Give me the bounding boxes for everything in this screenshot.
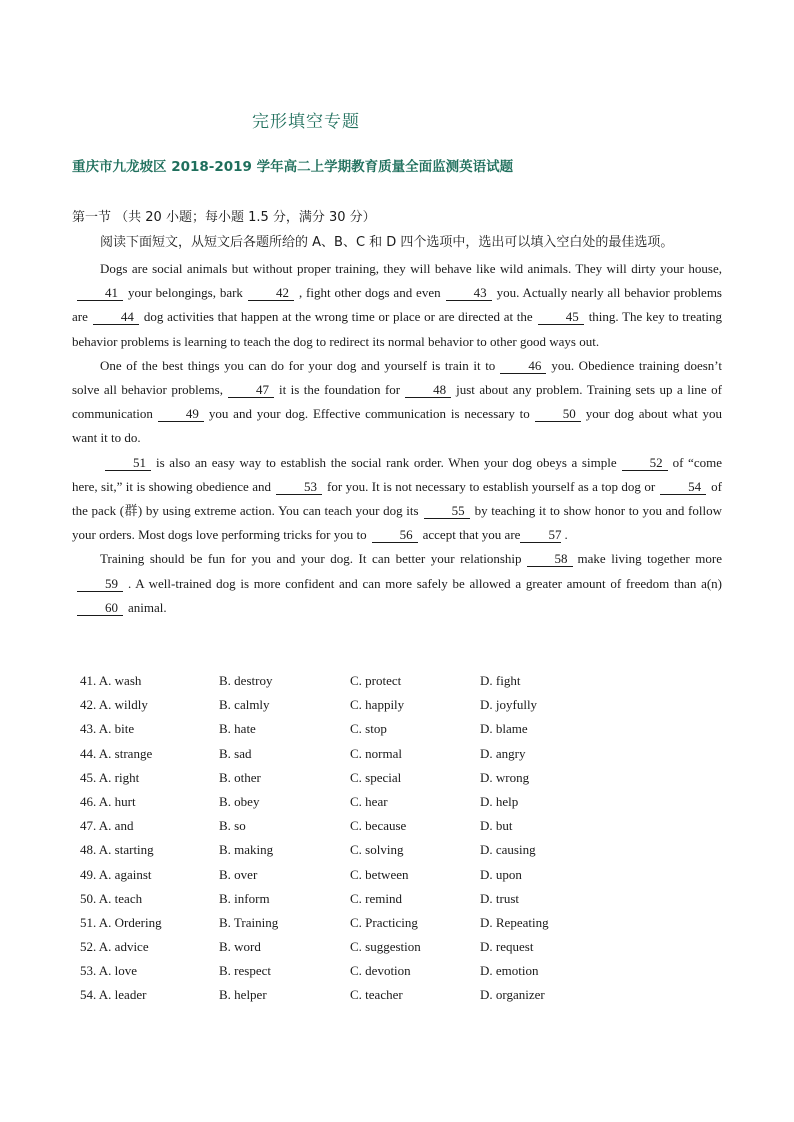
blank-47: 47 bbox=[228, 382, 274, 398]
option-c: C. devotion bbox=[350, 963, 411, 979]
option-a: 41. A. wash bbox=[80, 673, 142, 688]
option-d: D. blame bbox=[480, 721, 528, 737]
blank-58: 58 bbox=[527, 551, 573, 567]
option-b: B. hate bbox=[219, 721, 256, 737]
question-53 bbox=[80, 961, 680, 985]
blank-53: 53 bbox=[276, 479, 322, 495]
option-a: 51. A. Ordering bbox=[80, 914, 162, 930]
blank-50: 50 bbox=[535, 406, 581, 422]
blank-48: 48 bbox=[405, 382, 451, 398]
section-heading: 第一节 （共 20 小题；每小题 1.5 分，满分 30 分） bbox=[72, 210, 376, 225]
option-c: C. between bbox=[350, 866, 409, 882]
option-b: B. making bbox=[219, 842, 274, 858]
option-d: D. but bbox=[480, 818, 513, 834]
blank-52: 52 bbox=[622, 455, 668, 471]
option-b: B. calmly bbox=[219, 697, 270, 713]
option-b: B. other bbox=[219, 769, 261, 785]
blank-60: 60 bbox=[77, 600, 123, 616]
option-a: 43. A. bite bbox=[80, 721, 135, 737]
option-d: D. help bbox=[480, 793, 519, 809]
option-d: D. causing bbox=[480, 842, 536, 858]
blank-43: 43 bbox=[446, 285, 492, 301]
option-c: C. protect bbox=[350, 673, 402, 688]
option-c: C. remind bbox=[350, 890, 402, 906]
option-c: C. special bbox=[350, 769, 402, 785]
option-a: 49. A. against bbox=[80, 866, 152, 882]
option-a: 54. A. leader bbox=[80, 987, 147, 1003]
option-d: D. joyfully bbox=[480, 697, 538, 713]
option-a: 42. A. wildly bbox=[80, 697, 148, 713]
option-d: D. wrong bbox=[480, 769, 530, 785]
blank-59: 59 bbox=[77, 576, 123, 592]
option-a: 44. A. strange bbox=[80, 745, 153, 761]
option-a: 50. A. teach bbox=[80, 890, 143, 906]
option-c: C. normal bbox=[350, 745, 402, 761]
option-c: C. Practicing bbox=[350, 914, 418, 930]
blank-45: 45 bbox=[538, 309, 584, 325]
passage bbox=[72, 257, 722, 620]
blank-51: 51 bbox=[105, 455, 151, 471]
exam-source: 重庆市九龙坡区 2018-2019 学年高二上学期教育质量全面监测英语试题 bbox=[72, 159, 514, 175]
question-49 bbox=[80, 865, 680, 889]
question-41 bbox=[80, 671, 680, 695]
option-c: C. suggestion bbox=[350, 939, 421, 955]
option-c: C. stop bbox=[350, 721, 387, 737]
paragraph-2: One of the best things you can do for your dog and yourself is train it to 46 you. Obedience training doesn’t solve all behavior problems, 47 it is the foundation for 48 just about any problem. Training sets up a line of communication 49 you and your dog. Effective communication is necessary to 50 your dog about what you want it to do. bbox=[72, 357, 722, 446]
question-47 bbox=[80, 816, 680, 840]
question-44 bbox=[80, 744, 680, 768]
option-a: 48. A. starting bbox=[80, 842, 154, 858]
answer-options bbox=[80, 671, 680, 1010]
option-b: B. inform bbox=[219, 890, 270, 906]
option-b: B. so bbox=[219, 818, 246, 834]
option-d: D. organizer bbox=[480, 987, 545, 1003]
option-b: B. obey bbox=[219, 793, 260, 809]
option-c: C. teacher bbox=[350, 987, 403, 1003]
blank-44: 44 bbox=[93, 309, 139, 325]
blank-49: 49 bbox=[158, 406, 204, 422]
option-a: 53. A. love bbox=[80, 963, 138, 979]
instruction: 阅读下面短文，从短文后各题所给的 A、B、C 和 D 四个选项中，选出可以填入空白处的最佳选项。 bbox=[100, 235, 674, 250]
blank-54: 54 bbox=[660, 479, 706, 495]
blank-42: 42 bbox=[248, 285, 294, 301]
option-a: 45. A. right bbox=[80, 769, 140, 785]
paragraph-1: Dogs are social animals but without proper training, they will behave like wild animals. They will dirty your house,41 your belongings, bark 42 , fight other dogs and even 43 you. Actually nearly all behavior problems are 44 dog activities that happen at the wrong time or place or are directed at the 45 thing. The key to treating behavior problems is learning to teach the dog to redirect its normal behavior to other good ways out. bbox=[72, 261, 722, 349]
question-50 bbox=[80, 889, 680, 913]
option-a: 46. A. hurt bbox=[80, 793, 136, 809]
option-d: D. upon bbox=[480, 866, 522, 882]
option-a: 47. A. and bbox=[80, 818, 134, 834]
option-d: D. request bbox=[480, 939, 534, 955]
question-54 bbox=[80, 985, 680, 1009]
option-b: B. helper bbox=[219, 987, 267, 1003]
question-45 bbox=[80, 768, 680, 792]
blank-56: 56 bbox=[372, 527, 418, 543]
blank-55: 55 bbox=[424, 503, 470, 519]
option-b: B. Training bbox=[219, 914, 279, 930]
option-a: 52. A. advice bbox=[80, 939, 149, 955]
option-d: D. fight bbox=[480, 673, 521, 688]
option-c: C. happily bbox=[350, 697, 405, 713]
paragraph-3: 51 is also an easy way to establish the social rank order. When your dog obeys a simple 52 of “come here, sit,” it is showing obedience and 53 for you. It is not necessary to establish yourself as a top dog or 54 of the pack (群) by using extreme action. You can teach your dog its 55 by teaching it to show honor to you and follow your orders. Most dogs love performing tricks for you to 56 accept that you are 57 . bbox=[72, 454, 723, 543]
question-51 bbox=[80, 913, 680, 937]
paragraph-4: Training should be fun for you and your dog. It can better your relationship 58 make living together more59 . A well-trained dog is more confident and can more safely be allowed a greater amount of freedom than a(n)60 animal. bbox=[72, 547, 722, 620]
option-b: B. destroy bbox=[219, 673, 273, 688]
option-b: B. word bbox=[219, 939, 261, 955]
question-52 bbox=[80, 937, 680, 961]
question-42 bbox=[80, 695, 680, 719]
page-title: 完形填空专题 bbox=[252, 112, 360, 132]
option-b: B. over bbox=[219, 866, 258, 882]
option-b: B. sad bbox=[219, 745, 252, 761]
question-48 bbox=[80, 840, 680, 864]
option-d: D. Repeating bbox=[480, 914, 549, 930]
question-43 bbox=[80, 719, 680, 743]
option-c: C. solving bbox=[350, 842, 404, 858]
option-c: C. hear bbox=[350, 793, 388, 809]
blank-57: 57 bbox=[520, 527, 561, 543]
option-d: D. angry bbox=[480, 745, 526, 761]
blank-46: 46 bbox=[500, 358, 546, 374]
blank-41: 41 bbox=[77, 285, 123, 301]
question-46 bbox=[80, 792, 680, 816]
option-d: D. emotion bbox=[480, 963, 539, 979]
option-b: B. respect bbox=[219, 963, 271, 979]
option-d: D. trust bbox=[480, 890, 519, 906]
option-c: C. because bbox=[350, 818, 407, 834]
